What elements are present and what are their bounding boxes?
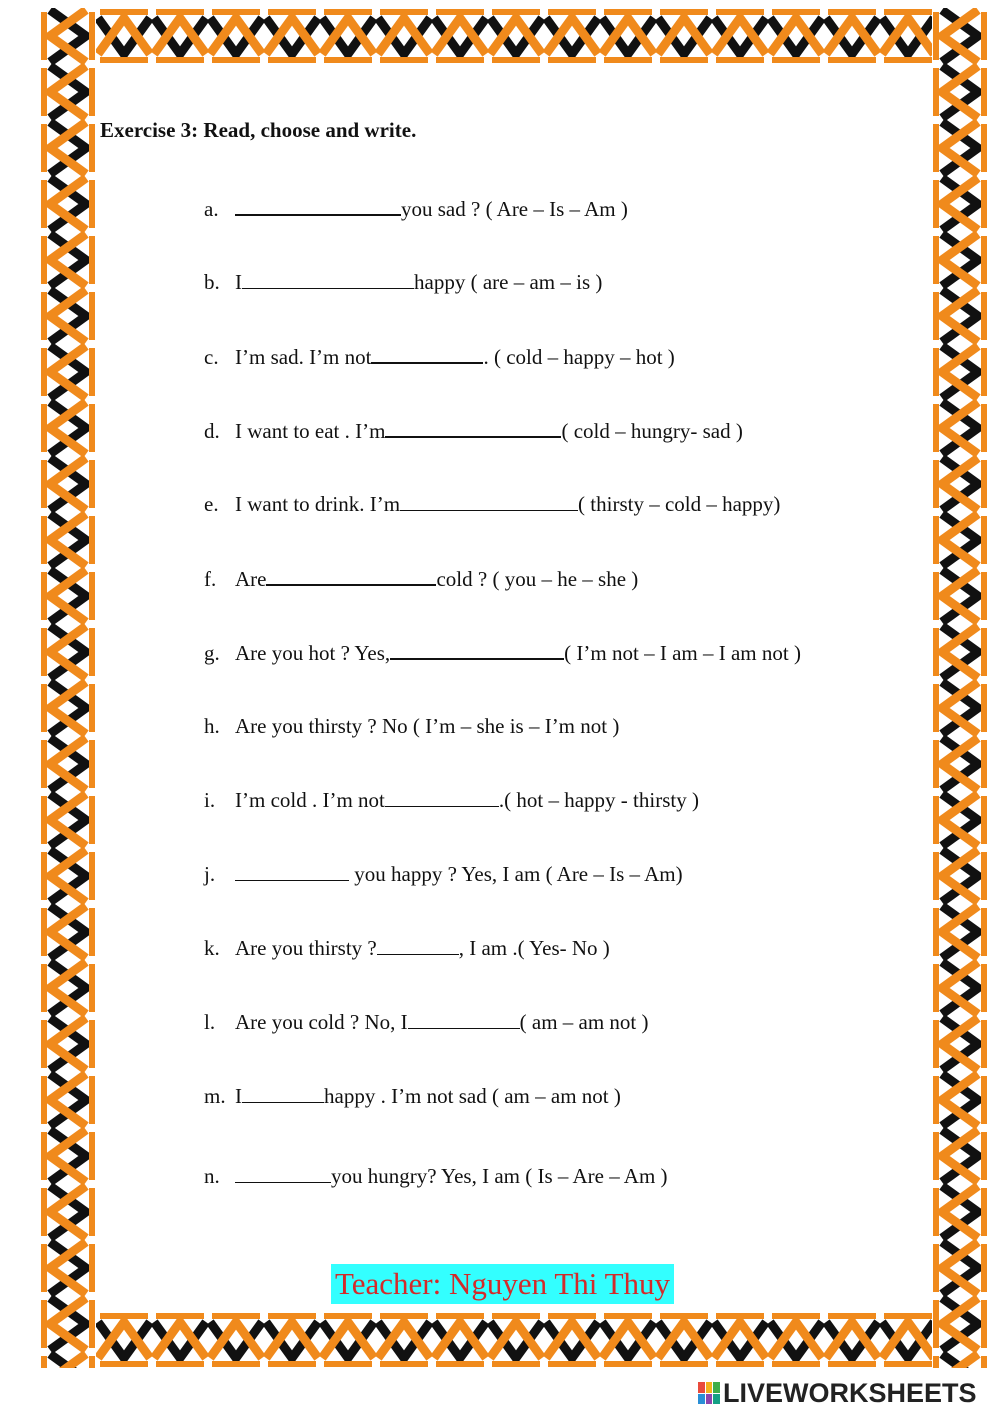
answer-blank[interactable] bbox=[235, 862, 349, 881]
answer-blank[interactable] bbox=[242, 270, 414, 289]
liveworksheets-logo bbox=[698, 1376, 977, 1410]
item-label: h. bbox=[204, 714, 220, 738]
item-label: d. bbox=[204, 419, 220, 443]
celtic-knot-border-bottom bbox=[40, 1312, 988, 1368]
item-label: c. bbox=[204, 345, 219, 369]
border-bottom bbox=[40, 1312, 988, 1368]
answer-blank[interactable] bbox=[235, 196, 401, 216]
celtic-knot-border-right bbox=[932, 8, 988, 1368]
answer-blank[interactable] bbox=[377, 936, 459, 955]
item-n: n. you hungry? Yes, I am ( Is – Are – Am ) bbox=[204, 1164, 668, 1188]
item-b: b. I happy ( are – am – is ) bbox=[204, 270, 603, 294]
item-d: d. I want to eat . I’m ( cold – hungry- sad ) bbox=[204, 419, 743, 443]
answer-blank[interactable] bbox=[390, 640, 564, 660]
item-label: m. bbox=[204, 1084, 226, 1108]
item-label: a. bbox=[204, 197, 219, 221]
answer-blank[interactable] bbox=[371, 344, 483, 364]
answer-blank[interactable] bbox=[266, 566, 436, 586]
item-m: m. I happy . I’m not sad ( am – am not ) bbox=[204, 1084, 621, 1108]
item-label: e. bbox=[204, 492, 219, 516]
border-top bbox=[40, 8, 988, 64]
item-l: l. Are you cold ? No, I ( am – am not ) bbox=[204, 1010, 649, 1034]
item-c: c. I’m sad. I’m not . ( cold – happy – hot ) bbox=[204, 345, 675, 369]
item-f: f. Are cold ? ( you – he – she ) bbox=[204, 567, 639, 591]
celtic-knot-border-top bbox=[40, 8, 988, 64]
answer-blank[interactable] bbox=[400, 492, 578, 511]
item-k: k. Are you thirsty ? , I am .( Yes- No ) bbox=[204, 936, 610, 960]
item-h: h. Are you thirsty ? No ( I’m – she is – I’m not ) bbox=[204, 714, 620, 738]
item-e: e. I want to drink. I’m ( thirsty – cold – happy) bbox=[204, 492, 781, 516]
item-g: g. Are you hot ? Yes, ( I’m not – I am – I am not ) bbox=[204, 641, 801, 665]
item-label: f. bbox=[204, 567, 217, 591]
item-j: j. you happy ? Yes, I am ( Are – Is – Am) bbox=[204, 862, 683, 886]
answer-blank[interactable] bbox=[235, 1164, 331, 1183]
item-a: a. you sad ? ( Are – Is – Am ) bbox=[204, 197, 628, 221]
border-right bbox=[932, 8, 988, 1368]
answer-blank[interactable] bbox=[385, 788, 499, 807]
item-i: i. I’m cold . I’m not .( hot – happy - thirsty ) bbox=[204, 788, 699, 812]
item-label: l. bbox=[204, 1010, 216, 1034]
item-label: n. bbox=[204, 1164, 220, 1188]
item-label: g. bbox=[204, 641, 220, 665]
answer-blank[interactable] bbox=[408, 1010, 520, 1029]
border-left bbox=[40, 8, 96, 1368]
exercise-title: Exercise 3: Read, choose and write. bbox=[100, 118, 417, 142]
item-label: b. bbox=[204, 270, 220, 294]
brand-name: LIVEWORKSHEETS bbox=[723, 1377, 977, 1408]
answer-blank[interactable] bbox=[242, 1084, 324, 1103]
item-label: j. bbox=[204, 862, 216, 886]
celtic-knot-border-left bbox=[40, 8, 96, 1368]
item-label: k. bbox=[204, 936, 220, 960]
teacher-credit: Teacher: Nguyen Thi Thuy bbox=[331, 1264, 674, 1304]
answer-blank[interactable] bbox=[385, 418, 561, 438]
item-label: i. bbox=[204, 788, 216, 812]
liveworksheets-logo-icon bbox=[698, 1382, 720, 1404]
